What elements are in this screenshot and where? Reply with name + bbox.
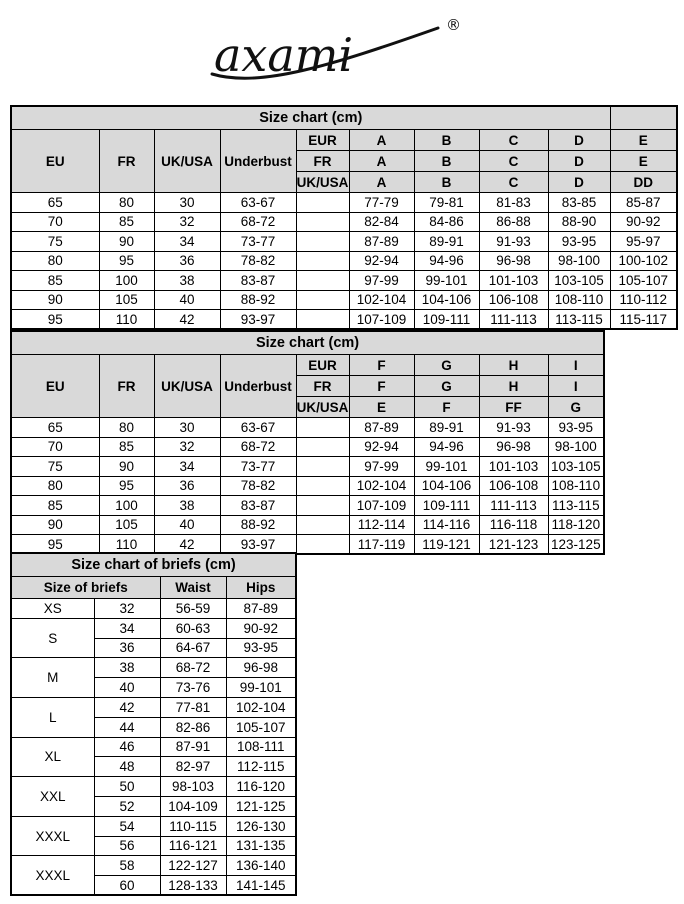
size-cell: 63-67 bbox=[220, 193, 296, 213]
size-cell: 98-103 bbox=[160, 777, 226, 797]
table-title: Size chart of briefs (cm) bbox=[11, 553, 296, 577]
size-cell: 117-119 bbox=[349, 535, 414, 555]
size-cell: 40 bbox=[154, 515, 220, 535]
size-cell: 105 bbox=[99, 290, 154, 310]
size-cell: 85 bbox=[99, 437, 154, 457]
cup-label: E bbox=[610, 130, 677, 151]
size-cell: 80 bbox=[11, 476, 99, 496]
size-cell: 73-77 bbox=[220, 457, 296, 477]
size-cell: 100 bbox=[99, 271, 154, 291]
size-row bbox=[11, 457, 604, 477]
cup-label: A bbox=[349, 130, 414, 151]
size-cell: 104-106 bbox=[414, 290, 479, 310]
cup-label: B bbox=[414, 172, 479, 193]
size-cell: 113-115 bbox=[548, 310, 610, 330]
cup-system-label: EUR bbox=[296, 130, 349, 151]
col-header-ukusa: UK/USA bbox=[154, 130, 220, 193]
size-cell: 56-59 bbox=[160, 599, 226, 619]
cup-label: B bbox=[414, 151, 479, 172]
size-cell: 90 bbox=[11, 515, 99, 535]
size-cell: 81-83 bbox=[479, 193, 548, 213]
briefs-row bbox=[11, 618, 296, 638]
cup-label: G bbox=[548, 397, 604, 418]
cup-label: E bbox=[349, 397, 414, 418]
size-cell: 48 bbox=[94, 757, 160, 777]
bra-chart-2-rows bbox=[11, 418, 604, 555]
size-cell: 93-95 bbox=[548, 232, 610, 252]
size-cell: 42 bbox=[94, 697, 160, 717]
size-cell: 136-140 bbox=[226, 856, 296, 876]
size-cell: 32 bbox=[154, 212, 220, 232]
col-header-fr: FR bbox=[99, 130, 154, 193]
axami-logo-icon bbox=[200, 8, 470, 90]
size-cell: 105-107 bbox=[226, 717, 296, 737]
size-cell: 107-109 bbox=[349, 496, 414, 516]
size-cell: 131-135 bbox=[226, 836, 296, 856]
logo-text: axami bbox=[214, 28, 354, 82]
size-cell: 87-89 bbox=[349, 418, 414, 438]
size-cell: 65 bbox=[11, 418, 99, 438]
briefs-row bbox=[11, 599, 296, 619]
briefs-size-label: S bbox=[11, 618, 94, 658]
cup-system-label: FR bbox=[296, 151, 349, 172]
size-cell: 70 bbox=[11, 437, 99, 457]
size-cell: 85 bbox=[99, 212, 154, 232]
cup-label: C bbox=[479, 130, 548, 151]
cup-label: G bbox=[414, 355, 479, 376]
size-cell: 123-125 bbox=[548, 535, 604, 555]
size-cell: 54 bbox=[94, 816, 160, 836]
size-cell: 93-97 bbox=[220, 310, 296, 330]
cup-label: F bbox=[349, 376, 414, 397]
size-cell: 89-91 bbox=[414, 418, 479, 438]
size-cell: 116-121 bbox=[160, 836, 226, 856]
size-cell: 99-101 bbox=[414, 457, 479, 477]
size-cell: 38 bbox=[154, 496, 220, 516]
size-cell: 58 bbox=[94, 856, 160, 876]
size-cell: 110-112 bbox=[610, 290, 677, 310]
size-cell: 60 bbox=[94, 876, 160, 896]
col-header-fr: FR bbox=[99, 355, 154, 418]
cup-label: H bbox=[479, 355, 548, 376]
size-cell: 116-118 bbox=[479, 515, 548, 535]
size-cell: 83-87 bbox=[220, 496, 296, 516]
cup-label: F bbox=[349, 355, 414, 376]
size-cell: 93-95 bbox=[548, 418, 604, 438]
size-cell bbox=[296, 437, 349, 457]
cup-label: D bbox=[548, 151, 610, 172]
size-cell: 110 bbox=[99, 535, 154, 555]
size-cell: 34 bbox=[94, 618, 160, 638]
size-cell: 34 bbox=[154, 457, 220, 477]
size-cell: 122-127 bbox=[160, 856, 226, 876]
size-row bbox=[11, 212, 677, 232]
size-cell: 32 bbox=[154, 437, 220, 457]
size-cell: 95-97 bbox=[610, 232, 677, 252]
size-cell: 82-97 bbox=[160, 757, 226, 777]
briefs-size-label: XL bbox=[11, 737, 94, 777]
size-cell: 44 bbox=[94, 717, 160, 737]
cup-label: C bbox=[479, 151, 548, 172]
size-cell: 70 bbox=[11, 212, 99, 232]
bra-size-chart-f-i bbox=[10, 330, 605, 555]
size-cell: 97-99 bbox=[349, 271, 414, 291]
size-cell: 68-72 bbox=[220, 212, 296, 232]
size-cell: 40 bbox=[154, 290, 220, 310]
size-cell: 68-72 bbox=[220, 437, 296, 457]
size-cell: 102-104 bbox=[226, 697, 296, 717]
size-cell: 101-103 bbox=[479, 457, 548, 477]
size-cell: 40 bbox=[94, 678, 160, 698]
size-row bbox=[11, 515, 604, 535]
cup-label: A bbox=[349, 151, 414, 172]
size-cell bbox=[296, 418, 349, 438]
size-cell: 77-79 bbox=[349, 193, 414, 213]
size-cell: 98-100 bbox=[548, 251, 610, 271]
size-cell: 104-109 bbox=[160, 796, 226, 816]
size-cell: 91-93 bbox=[479, 418, 548, 438]
table-title: Size chart (cm) bbox=[11, 331, 604, 355]
size-cell: 56 bbox=[94, 836, 160, 856]
size-cell: 34 bbox=[154, 232, 220, 252]
size-cell: 52 bbox=[94, 796, 160, 816]
cup-system-label: FR bbox=[296, 376, 349, 397]
size-row bbox=[11, 232, 677, 252]
size-cell: 95 bbox=[11, 310, 99, 330]
size-cell: 100-102 bbox=[610, 251, 677, 271]
size-row bbox=[11, 271, 677, 291]
size-cell: 77-81 bbox=[160, 697, 226, 717]
size-cell: 102-104 bbox=[349, 290, 414, 310]
size-cell: 80 bbox=[11, 251, 99, 271]
size-cell: 78-82 bbox=[220, 251, 296, 271]
col-header-eu: EU bbox=[11, 130, 99, 193]
size-cell: 73-76 bbox=[160, 678, 226, 698]
size-cell bbox=[296, 476, 349, 496]
size-cell: 63-67 bbox=[220, 418, 296, 438]
size-cell bbox=[296, 535, 349, 555]
briefs-size-label: XXXL bbox=[11, 816, 94, 856]
size-cell: 87-89 bbox=[349, 232, 414, 252]
size-cell: 103-105 bbox=[548, 457, 604, 477]
size-cell: 141-145 bbox=[226, 876, 296, 896]
size-cell: 65 bbox=[11, 193, 99, 213]
size-cell: 36 bbox=[154, 251, 220, 271]
size-cell: 103-105 bbox=[548, 271, 610, 291]
size-cell: 95 bbox=[99, 251, 154, 271]
size-cell: 104-106 bbox=[414, 476, 479, 496]
bra-chart-1-rows bbox=[11, 193, 677, 330]
size-cell: 90-92 bbox=[226, 618, 296, 638]
size-cell: 96-98 bbox=[226, 658, 296, 678]
size-cell: 95 bbox=[11, 535, 99, 555]
size-cell: 78-82 bbox=[220, 476, 296, 496]
size-cell: 50 bbox=[94, 777, 160, 797]
size-cell: 90 bbox=[11, 290, 99, 310]
briefs-row bbox=[11, 816, 296, 836]
size-cell: 95 bbox=[99, 476, 154, 496]
size-cell: 90 bbox=[99, 457, 154, 477]
cup-label: G bbox=[414, 376, 479, 397]
table-title-row bbox=[11, 553, 296, 577]
cup-system-label: UK/USA bbox=[296, 397, 349, 418]
size-cell: 108-110 bbox=[548, 476, 604, 496]
briefs-row bbox=[11, 856, 296, 876]
size-cell: 80 bbox=[99, 418, 154, 438]
size-cell: 96-98 bbox=[479, 437, 548, 457]
size-row bbox=[11, 476, 604, 496]
size-cell bbox=[296, 232, 349, 252]
size-cell: 94-96 bbox=[414, 251, 479, 271]
briefs-header-row bbox=[11, 577, 296, 599]
size-cell bbox=[296, 515, 349, 535]
size-cell: 96-98 bbox=[479, 251, 548, 271]
size-cell: 90 bbox=[99, 232, 154, 252]
size-cell: 83-87 bbox=[220, 271, 296, 291]
size-cell bbox=[296, 193, 349, 213]
cup-label: H bbox=[479, 376, 548, 397]
size-cell: 115-117 bbox=[610, 310, 677, 330]
col-header-underbust: Underbust bbox=[220, 130, 296, 193]
cup-label: B bbox=[414, 130, 479, 151]
size-cell: 126-130 bbox=[226, 816, 296, 836]
size-cell: 112-114 bbox=[349, 515, 414, 535]
size-cell: 60-63 bbox=[160, 618, 226, 638]
size-cell: 64-67 bbox=[160, 638, 226, 658]
size-cell: 82-86 bbox=[160, 717, 226, 737]
size-cell: 107-109 bbox=[349, 310, 414, 330]
cup-label: F bbox=[414, 397, 479, 418]
size-cell: 114-116 bbox=[414, 515, 479, 535]
size-row bbox=[11, 251, 677, 271]
size-cell: 112-115 bbox=[226, 757, 296, 777]
size-cell: 87-89 bbox=[226, 599, 296, 619]
size-cell bbox=[296, 290, 349, 310]
col-header-ukusa: UK/USA bbox=[154, 355, 220, 418]
size-row bbox=[11, 418, 604, 438]
size-cell: 113-115 bbox=[548, 496, 604, 516]
briefs-size-label: XS bbox=[11, 599, 94, 619]
col-header-underbust: Underbust bbox=[220, 355, 296, 418]
size-cell: 102-104 bbox=[349, 476, 414, 496]
briefs-row bbox=[11, 777, 296, 797]
size-cell: 84-86 bbox=[414, 212, 479, 232]
size-cell: 92-94 bbox=[349, 251, 414, 271]
table-title-row bbox=[11, 331, 604, 355]
size-cell: 42 bbox=[154, 310, 220, 330]
size-cell: 89-91 bbox=[414, 232, 479, 252]
cup-label: I bbox=[548, 355, 604, 376]
cup-header-row bbox=[11, 130, 677, 151]
briefs-size-label: XXL bbox=[11, 777, 94, 817]
size-cell: 99-101 bbox=[414, 271, 479, 291]
size-row bbox=[11, 310, 677, 330]
size-cell: 85 bbox=[11, 271, 99, 291]
cup-label: A bbox=[349, 172, 414, 193]
cup-label: I bbox=[548, 376, 604, 397]
size-cell bbox=[296, 271, 349, 291]
size-cell: 106-108 bbox=[479, 476, 548, 496]
cup-label: C bbox=[479, 172, 548, 193]
size-row bbox=[11, 496, 604, 516]
briefs-row bbox=[11, 697, 296, 717]
size-cell: 111-113 bbox=[479, 496, 548, 516]
size-cell: 99-101 bbox=[226, 678, 296, 698]
cup-system-label: EUR bbox=[296, 355, 349, 376]
size-cell: 36 bbox=[154, 476, 220, 496]
size-cell: 100 bbox=[99, 496, 154, 516]
size-cell: 90-92 bbox=[610, 212, 677, 232]
size-cell: 106-108 bbox=[479, 290, 548, 310]
size-cell: 91-93 bbox=[479, 232, 548, 252]
briefs-row bbox=[11, 658, 296, 678]
size-cell: 88-92 bbox=[220, 290, 296, 310]
size-cell: 105-107 bbox=[610, 271, 677, 291]
size-cell: 79-81 bbox=[414, 193, 479, 213]
size-row bbox=[11, 290, 677, 310]
table-title-row bbox=[11, 106, 677, 130]
col-header-eu: EU bbox=[11, 355, 99, 418]
size-cell: 75 bbox=[11, 232, 99, 252]
cup-label: D bbox=[548, 130, 610, 151]
col-header-hips: Hips bbox=[226, 577, 296, 599]
briefs-size-label: L bbox=[11, 697, 94, 737]
size-cell: 86-88 bbox=[479, 212, 548, 232]
size-cell: 118-120 bbox=[548, 515, 604, 535]
size-cell bbox=[296, 496, 349, 516]
size-cell: 119-121 bbox=[414, 535, 479, 555]
size-cell: 116-120 bbox=[226, 777, 296, 797]
cup-label: D bbox=[548, 172, 610, 193]
size-cell: 30 bbox=[154, 418, 220, 438]
size-cell: 97-99 bbox=[349, 457, 414, 477]
size-cell: 110-115 bbox=[160, 816, 226, 836]
size-cell: 128-133 bbox=[160, 876, 226, 896]
size-cell: 88-90 bbox=[548, 212, 610, 232]
size-row bbox=[11, 193, 677, 213]
size-cell: 109-111 bbox=[414, 310, 479, 330]
size-cell: 121-125 bbox=[226, 796, 296, 816]
cup-system-label: UK/USA bbox=[296, 172, 349, 193]
cup-label: E bbox=[610, 151, 677, 172]
size-cell: 38 bbox=[94, 658, 160, 678]
size-cell: 83-85 bbox=[548, 193, 610, 213]
registered-mark-icon: ® bbox=[446, 16, 461, 34]
cup-header-row bbox=[11, 355, 604, 376]
col-header-size-of-briefs: Size of briefs bbox=[11, 577, 160, 599]
size-cell: 108-110 bbox=[548, 290, 610, 310]
cup-label: DD bbox=[610, 172, 677, 193]
bra-size-chart-a-e bbox=[10, 105, 678, 330]
corner-cell bbox=[610, 106, 677, 130]
briefs-size-label: XXXL bbox=[11, 856, 94, 896]
size-cell: 85-87 bbox=[610, 193, 677, 213]
size-cell: 93-95 bbox=[226, 638, 296, 658]
briefs-chart-rows bbox=[11, 599, 296, 896]
size-cell: 32 bbox=[94, 599, 160, 619]
size-cell bbox=[296, 212, 349, 232]
size-cell: 82-84 bbox=[349, 212, 414, 232]
size-cell: 92-94 bbox=[349, 437, 414, 457]
size-cell: 80 bbox=[99, 193, 154, 213]
table-title: Size chart (cm) bbox=[11, 106, 610, 130]
col-header-waist: Waist bbox=[160, 577, 226, 599]
briefs-size-label: M bbox=[11, 658, 94, 698]
size-cell: 88-92 bbox=[220, 515, 296, 535]
size-cell: 93-97 bbox=[220, 535, 296, 555]
size-cell: 75 bbox=[11, 457, 99, 477]
size-cell: 108-111 bbox=[226, 737, 296, 757]
size-cell: 38 bbox=[154, 271, 220, 291]
size-cell: 111-113 bbox=[479, 310, 548, 330]
size-cell: 94-96 bbox=[414, 437, 479, 457]
briefs-row bbox=[11, 737, 296, 757]
cup-label: FF bbox=[479, 397, 548, 418]
size-cell bbox=[296, 457, 349, 477]
size-cell: 68-72 bbox=[160, 658, 226, 678]
size-cell: 42 bbox=[154, 535, 220, 555]
size-cell: 36 bbox=[94, 638, 160, 658]
size-cell: 46 bbox=[94, 737, 160, 757]
size-cell: 109-111 bbox=[414, 496, 479, 516]
size-cell: 73-77 bbox=[220, 232, 296, 252]
briefs-size-chart bbox=[10, 552, 297, 896]
size-cell: 101-103 bbox=[479, 271, 548, 291]
size-cell: 30 bbox=[154, 193, 220, 213]
size-cell bbox=[296, 310, 349, 330]
size-cell: 105 bbox=[99, 515, 154, 535]
size-cell: 121-123 bbox=[479, 535, 548, 555]
size-cell bbox=[296, 251, 349, 271]
size-cell: 98-100 bbox=[548, 437, 604, 457]
size-cell: 85 bbox=[11, 496, 99, 516]
size-cell: 87-91 bbox=[160, 737, 226, 757]
brand-logo bbox=[200, 8, 470, 90]
size-cell: 110 bbox=[99, 310, 154, 330]
size-row bbox=[11, 437, 604, 457]
